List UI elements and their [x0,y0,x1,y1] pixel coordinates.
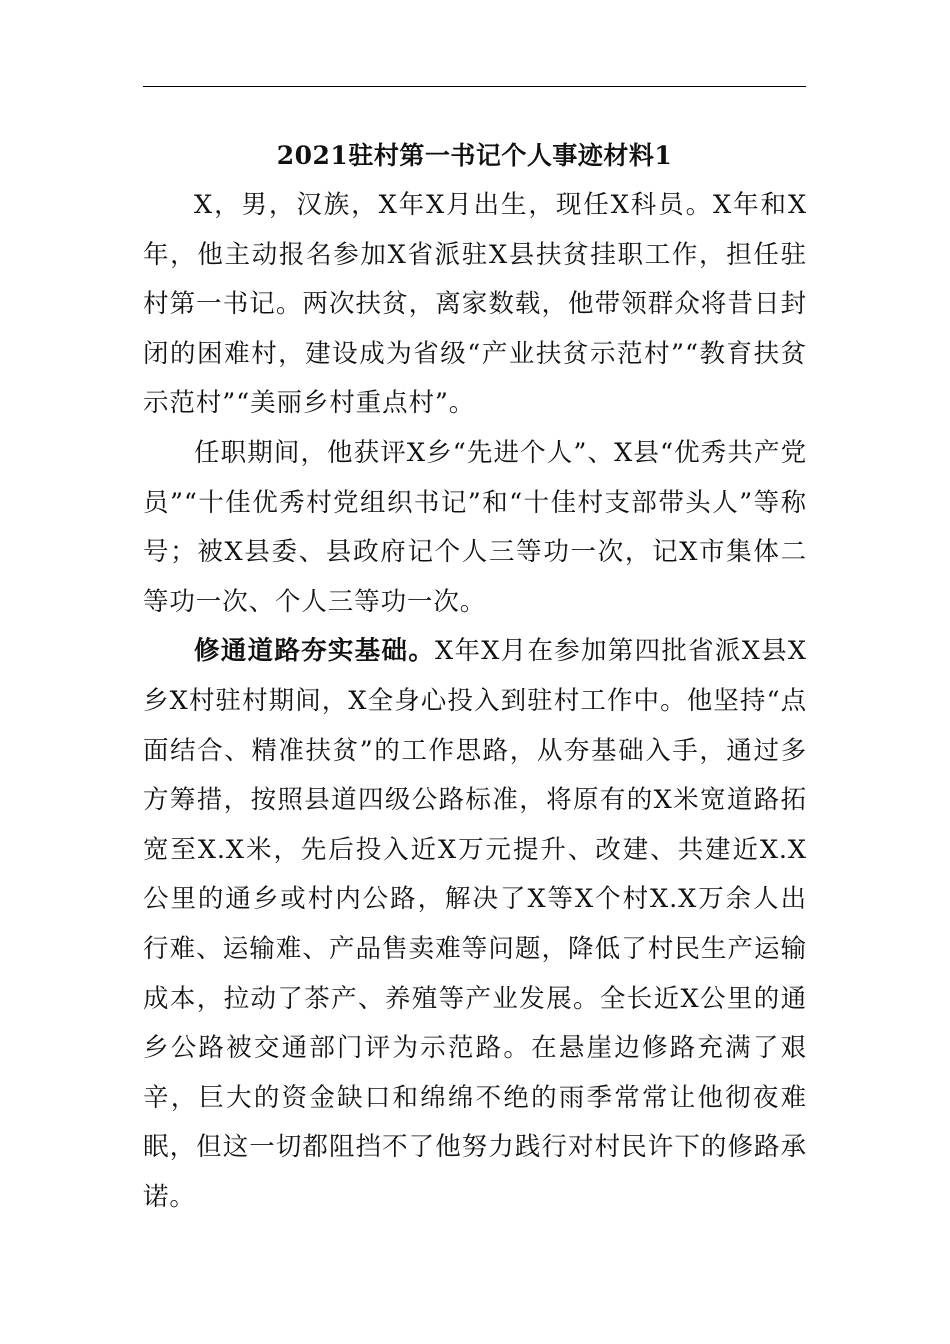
paragraph-3-text: X年X月在参加第四批省派X县X乡X村驻村期间，X全身心投入到驻村工作中。他坚持“点面结合、精准扶贫”的工作思路，从夯基础入手，通过多方筹措，按照县道四级公路标准，将原有的X米宽道路拓宽至X.X米，先后投入近X万元提升、改建、共建近X.X公里的通乡或村内公路，解决了X等X个村X.X万余人出行难、运输难、产品售卖难等问题，降低了村民生产运输成本，拉动了茶产、养殖等产业发展。全长近X公里的通乡公路被交通部门评为示范路。在悬崖边修路充满了艰辛，巨大的资金缺口和绵绵不绝的雨季常常让他彻夜难眠，但这一切都阻挡不了他努力践行对村民许下的修路承诺。 [143,636,807,1212]
document-title: 2021驻村第一书记个人事迹材料1 [276,141,673,170]
header-rule [143,86,806,87]
paragraph-2-text: 任职期间，他获评X乡“先进个人”、X县“优秀共产党员”“十佳优秀村党组织书记”和“十佳村支部带头人”等称号；被X县委、县政府记个人三等功一次，记X市集体二等功一次、个人三等功一次。 [143,437,807,617]
document-body [143,181,807,1222]
paragraph-3-lead: 修通道路夯实基础。 [194,636,436,667]
paragraph-1-text: X，男，汉族，X年X月出生，现任X科员。X年和X年，他主动报名参加X省派驻X县扶贫挂职工作，担任驻村第一书记。两次扶贫，离家数载，他带领群众将昔日封闭的困难村，建设成为省级“产业扶贫示范村”“教育扶贫示范村”“美丽乡村重点村”。 [143,190,807,419]
paragraph-3 [143,627,807,1222]
paragraph-1 [143,181,807,429]
paragraph-2 [143,429,807,627]
